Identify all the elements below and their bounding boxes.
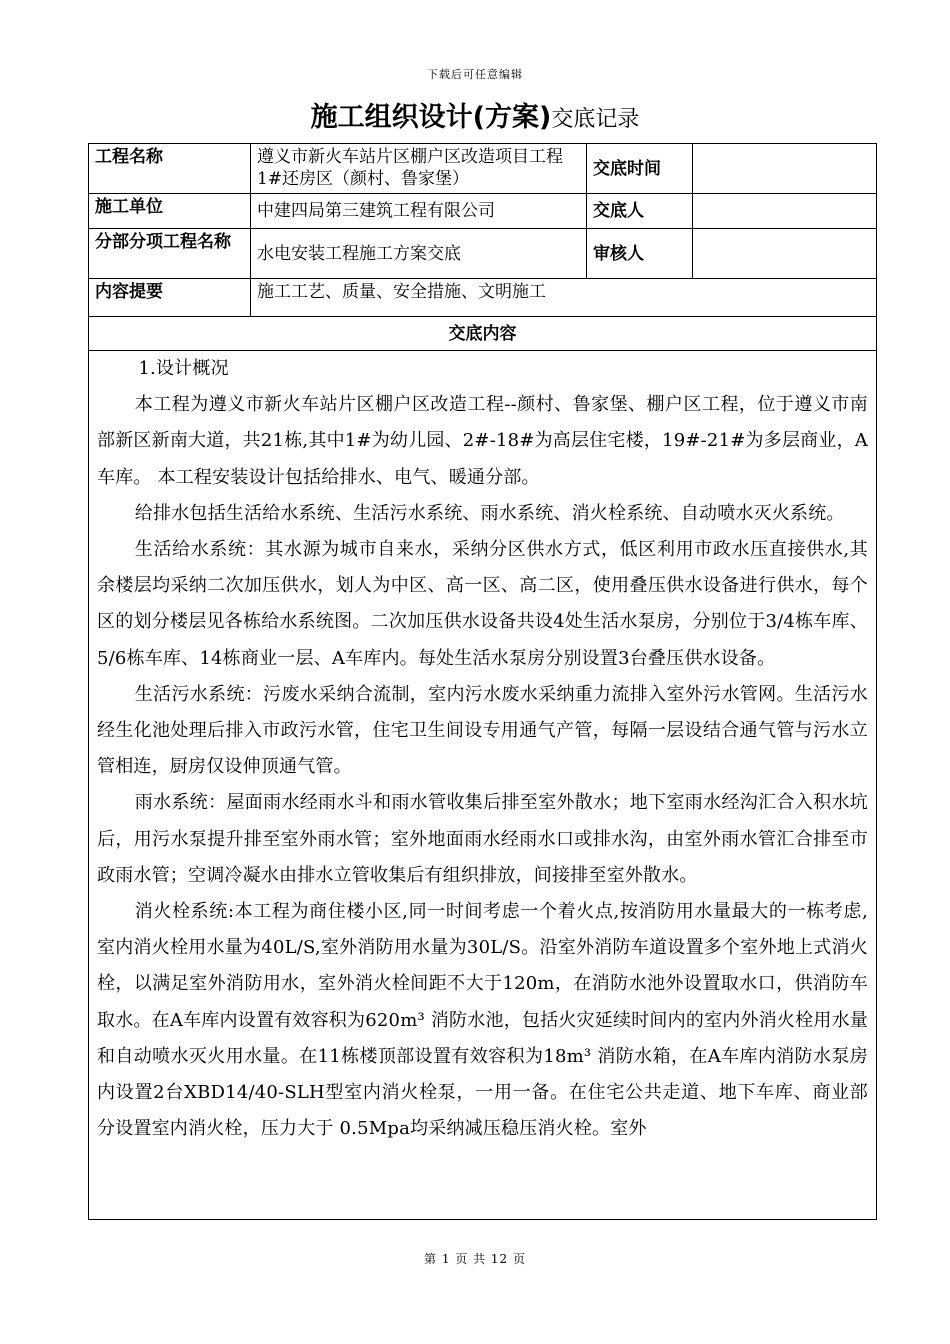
- discloser-value: [693, 194, 877, 229]
- content-heading: 1.设计概况: [138, 358, 229, 379]
- subproject-value: 水电安装工程施工方案交底: [251, 229, 587, 279]
- document-title: [0, 100, 950, 138]
- row-construction-unit: [89, 194, 877, 229]
- project-name-label: 工程名称: [89, 144, 251, 194]
- subproject-label: 分部分项工程名称: [89, 229, 251, 279]
- disclosure-record-table: [88, 143, 877, 1220]
- row-content: [89, 351, 877, 1220]
- title-sub: 交底记录: [551, 107, 640, 132]
- row-subproject: [89, 229, 877, 279]
- row-summary: [89, 279, 877, 317]
- content-paragraph: 生活给水系统：其水源为城市自来水，采纳分区供水方式，低区利用市政水压直接供水,其余楼层均采纳二次加压供水，划人为中区、高一区、高二区，使用叠压供水设备进行供水，每个区的划分楼层见各栋给水系统图。二次加压供水设备共设4处生活水泵房，分别位于3/4栋车库、5/6栋车库、14栋商业一层、A车库内。每处生活水泵房分别设置3台叠压供水设备。: [97, 539, 868, 669]
- content-paragraph: 给排水包括生活给水系统、生活污水系统、雨水系统、消火栓系统、自动喷水灭火系统。: [134, 502, 845, 524]
- content-paragraph: 雨水系统：屋面雨水经雨水斗和雨水管收集后排至室外散水；地下室雨水经沟汇合入积水坑后，用污水泵提升排至室外雨水管；室外地面雨水经雨水口或排水沟，由室外雨水管汇合排至市政雨水管；空调冷凝水由排水立管收集后有组织排放，间接排至室外散水。: [97, 792, 868, 886]
- unit-label: 施工单位: [89, 194, 251, 229]
- title-main: 施工组织设计(方案): [310, 102, 552, 133]
- row-project-name: [89, 144, 877, 194]
- content-paragraph: 生活污水系统：污废水采纳合流制，室内污水废水采纳重力流排入室外污水管网。生活污水经生化池处理后排入市政污水管，住宅卫生间设专用通气产管，每隔一层设结合通气管与污水立管相连，厨房仅设伸顶通气管。: [97, 683, 868, 778]
- content-paragraph: 本工程为遵义市新火车站片区棚户区改造工程--颜村、鲁家堡、棚户区工程，位于遵义市南部新区新南大道，共21栋,其中1#为幼儿园、2#-18#为高层住宅楼，19#-21#为多层商业，A车库。 本工程安装设计包括给排水、电气、暖通分部。: [97, 394, 868, 488]
- reviewer-label: 审核人: [587, 229, 693, 279]
- disclosure-content: [89, 351, 877, 1220]
- time-value: [693, 144, 877, 194]
- summary-label: 内容提要: [89, 279, 251, 317]
- discloser-label: 交底人: [587, 194, 693, 229]
- reviewer-value: [693, 229, 877, 279]
- content-body: [97, 351, 868, 1219]
- download-note: 下载后可任意编辑: [427, 68, 523, 81]
- content-paragraph: 消火栓系统:本工程为商住楼小区,同一时间考虑一个着火点,按消防用水量最大的一栋考虑,室内消火栓用水量为40L/S,室外消防用水量为30L/S。沿室外消防车道设置多个室外地上式消火栓，以满足室外消防用水，室外消火栓间距不大于120m，在消防水池外设置取水口，供消防车取水。在A车库内设置有效容积为620m³ 消防水池，包括火灾延续时间内的室内外消火栓用水量和自动喷水灭火用水量。在11栋楼顶部设置有效容积为18m³ 消防水箱，在A车库内消防水泵房内设置2台XBD14/40-SLH型室内消火栓泵，一用一备。在住宅公共走道、地下车库、商业部分设置室内消火栓，压力大于 0.5Mpa均采纳减压稳压消火栓。室外: [97, 901, 868, 1140]
- unit-value: 中建四局第三建筑工程有限公司: [251, 194, 587, 229]
- row-section-title: [89, 317, 877, 351]
- section-title: 交底内容: [89, 317, 877, 351]
- summary-value: 施工工艺、质量、安全措施、文明施工: [251, 279, 877, 317]
- project-name-value: 遵义市新火车站片区棚户区改造项目工程1#还房区（颜村、鲁家堡）: [251, 144, 587, 194]
- time-label: 交底时间: [587, 144, 693, 194]
- page-number: 第 1 页 共 12 页: [424, 1252, 526, 1266]
